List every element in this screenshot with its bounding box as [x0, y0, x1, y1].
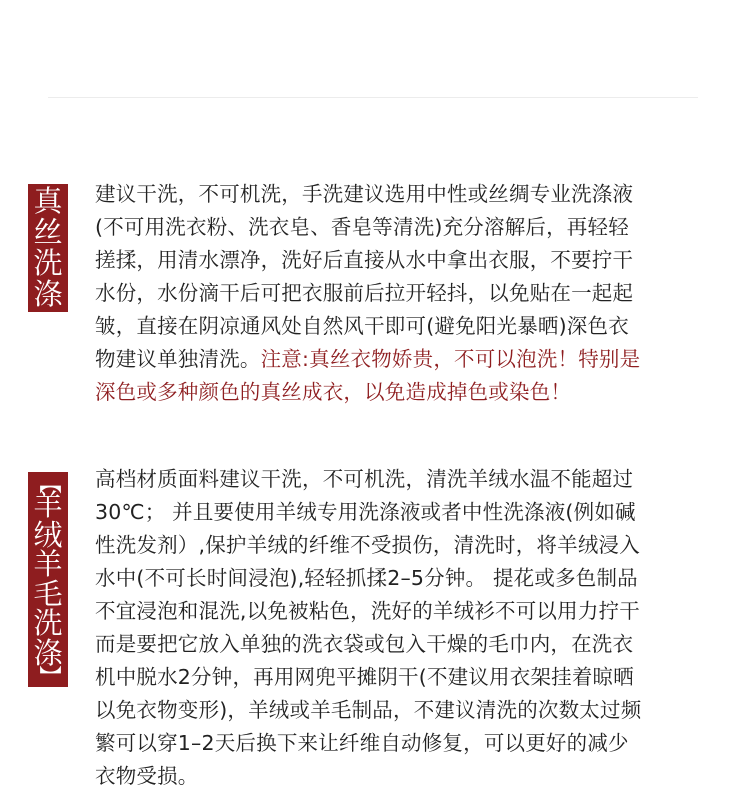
silk-washing-tag [28, 184, 68, 312]
text-line: 水份，水份滴干后可把衣服前后拉开轻抖，以免贴在一起起 [95, 281, 634, 305]
text-line: 建议干洗，不可机洗，手洗建议选用中性或丝绸专业洗涤液 [95, 182, 634, 206]
text-line: (不可用洗衣粉、洗衣皂、香皂等清洗)充分溶解后，再轻轻 [95, 215, 629, 239]
text-line [95, 343, 705, 376]
tag-char: 涤 [33, 635, 63, 670]
text-line: 高档材质面料建议干洗，不可机洗，清洗羊绒水温不能超过 [95, 467, 634, 491]
text-line: 繁可以穿1–2天后换下来让纤维自动修复，可以更好的减少 [95, 731, 629, 755]
tag-char: 羊 [33, 547, 63, 581]
text-line: 水中(不可长时间浸泡),轻轻抓揉2–5分钟。 提花或多色制品 [95, 566, 638, 590]
top-divider [48, 97, 698, 98]
text-line: 皱，直接在阴凉通风处自然风干即可(避免阳光暴晒)深色衣 [95, 314, 629, 338]
text-line: 衣物受损。 [95, 764, 199, 788]
warning-note: 深色或多种颜色的真丝成衣，以免造成掉色或染色！ [95, 380, 572, 404]
text-line: 而是要把它放入单独的洗衣袋或包入干燥的毛巾内，在洗衣 [95, 632, 634, 656]
tag-char: 绒 [33, 517, 63, 552]
tag-char: 毛 [33, 576, 63, 611]
text-segment: 物建议单独清洗。 [95, 347, 261, 371]
text-line: 性洗发剂）,保护羊绒的纤维不受损伤，清洗时，将羊绒浸入 [95, 533, 640, 557]
silk-washing-instructions [95, 178, 705, 409]
text-line: 以免衣物变形)，羊绒或羊毛制品，不建议清洗的次数太过频 [95, 698, 642, 722]
text-line: 30℃； 并且要使用羊绒专用洗涤液或者中性洗涤液(例如碱 [95, 500, 636, 524]
wool-washing-tag [28, 472, 68, 687]
text-line: 搓揉，用清水漂净，洗好后直接从水中拿出衣服，不要拧干 [95, 248, 634, 272]
tag-char: 洗 [33, 246, 63, 280]
tag-char: 涤 [33, 277, 63, 311]
tag-bracket-close: 】 [36, 664, 61, 687]
tag-char: 洗 [33, 606, 63, 640]
tag-char: 羊 [33, 488, 63, 522]
wool-washing-instructions [95, 463, 705, 793]
text-line: 不宜浸泡和混洗,以免被粘色，洗好的羊绒衫不可以用力拧干 [95, 599, 640, 623]
tag-char: 丝 [33, 215, 63, 249]
warning-note: 注意:真丝衣物娇贵，不可以泡洗！特别是 [260, 347, 641, 371]
tag-char: 真 [33, 184, 63, 218]
tag-bracket-open: 【 [36, 471, 61, 494]
text-line: 机中脱水2分钟，再用网兜平摊阴干(不建议用衣架挂着晾晒 [95, 665, 634, 689]
